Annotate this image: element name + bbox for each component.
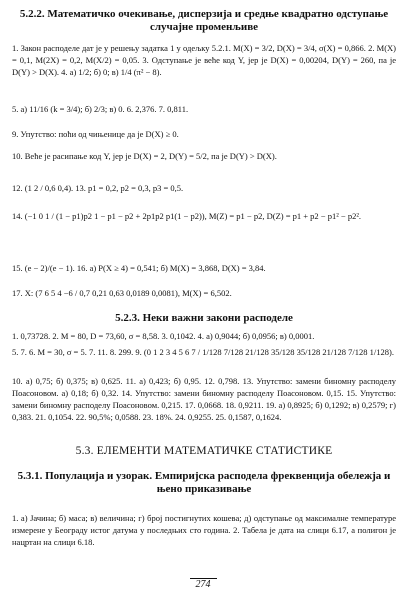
section-5-3-1: [12, 470, 396, 496]
section-5-2-3-title: 5.2.3. Неки важни закони расподеле: [115, 312, 293, 324]
answer-14: 14. (−1 0 1 / (1 − p1)p2 1 − p1 − p2 + 2p1p2 p1(1 − p2)), M(Z) = p1 − p2, D(Z) = p1 + p2 − p1² − p2².: [12, 211, 361, 221]
section-5-3-1-title: 5.3.1. Популација и узорак. Емпиријска расподела фреквенција обележја и њено приказивање: [17, 470, 391, 495]
answer-12: 12. (1 2 / 0,6 0,4). 13. p1 = 0,2, p2 = 0,3, p3 = 0,5.: [12, 183, 184, 193]
answer-17: 17. X: (7 6 5 4 −6 / 0,7 0,21 0,63 0,0189 0,0081), M(X) = 6,502.: [12, 288, 232, 298]
section-5-3: [12, 445, 396, 457]
answer-15: 15. (e − 2)/(e − 1). 16. а) P(X ≥ 4) = 0,541; б) M(X) = 3,868, D(X) = 3,84.: [12, 263, 266, 273]
answer-5-3-1-1: 1. а) Јачина; б) маса; в) величина; г) број постигнутих кошева; д) одступање од максималне температуре измерене у Београду истог датума у последњих сто година. 2. Табела је дата на слици 6.17, а полигон је нацртан на слици 6.18.: [12, 513, 396, 547]
answer-1: 1. Закон расподеле дат је у решењу задатка 1 у одељку 5.2.1. M(X) = 3/2, D(X) = 3/4, σ(X) = 0,866. 2. M(X) = 0,1, M(2X) = 0,2, M(X/2) = 0,05. 3. Одступање је веће код Y, јер је D(X) = 0,00204, D(Y) = 260, па је D(Y) > D(X). 4. а) 1/2; б) 0; в) 1/4 (π² − 8).: [12, 43, 396, 77]
section-5-2-3: [12, 312, 396, 325]
section-5-2-2: [12, 8, 396, 34]
page-number: 274: [0, 578, 406, 590]
section-5-2-2-answers: [12, 42, 396, 78]
answer-10: 10. Веће је расипање код Y, јер је D(X) = 2, D(Y) = 5/2, па је D(Y) > D(X).: [12, 151, 277, 161]
answer-9: 9. Упутство: поћи од чињенице да је D(X) ≥ 0.: [12, 129, 179, 139]
section-5-3-title: 5.3. ЕЛЕМЕНТИ МАТЕМАТИЧКЕ СТАТИСТИКЕ: [75, 445, 333, 457]
section-5-2-2-title: 5.2.2. Математичко очекивање, дисперзија и средње квадратно одступање случајне променљиве: [19, 8, 389, 33]
answer-5-2-3-5: 5. 7. 6. M = 30, σ = 5. 7. 11. 8. 299. 9. (0 1 2 3 4 5 6 7 / 1/128 7/128 21/128 35/128 35/128 21/128 7/128 1/128).: [12, 347, 394, 357]
answer-5-2-3-1: 1. 0,73728. 2. M = 80, D = 73,60, σ = 8,58. 3. 0,1042. 4. а) 0,9044; б) 0,0956; в) 0,0001.: [12, 331, 315, 341]
answer-5: 5. а) 11/16 (k = 3/4); б) 2/3; в) 0. 6. 2,376. 7. 0,811.: [12, 104, 189, 114]
answer-5-2-3-10: 10. а) 0,75; б) 0,375; в) 0,625. 11. а) 0,423; б) 0,95. 12. 0,798. 13. Упутство: замени биномну расподелу Поасоновом. а) 0,18; б) 0,32. 14. Упутство: замени биномну расподелу Поасоновом. 0,15. 15. Упутство: замени биномну расподелу Поасоновом. 0,215. 17. 0,0668. 18. 0,9211. 19. а) 0,8925; б) 0,1292; в) 0,2579; г) 0,383. 21. 0,1054. 22. 90,5%; 0,0588. 23. 18%. 24. 0,9255. 25. 0,1587, 0,1624.: [12, 376, 396, 422]
